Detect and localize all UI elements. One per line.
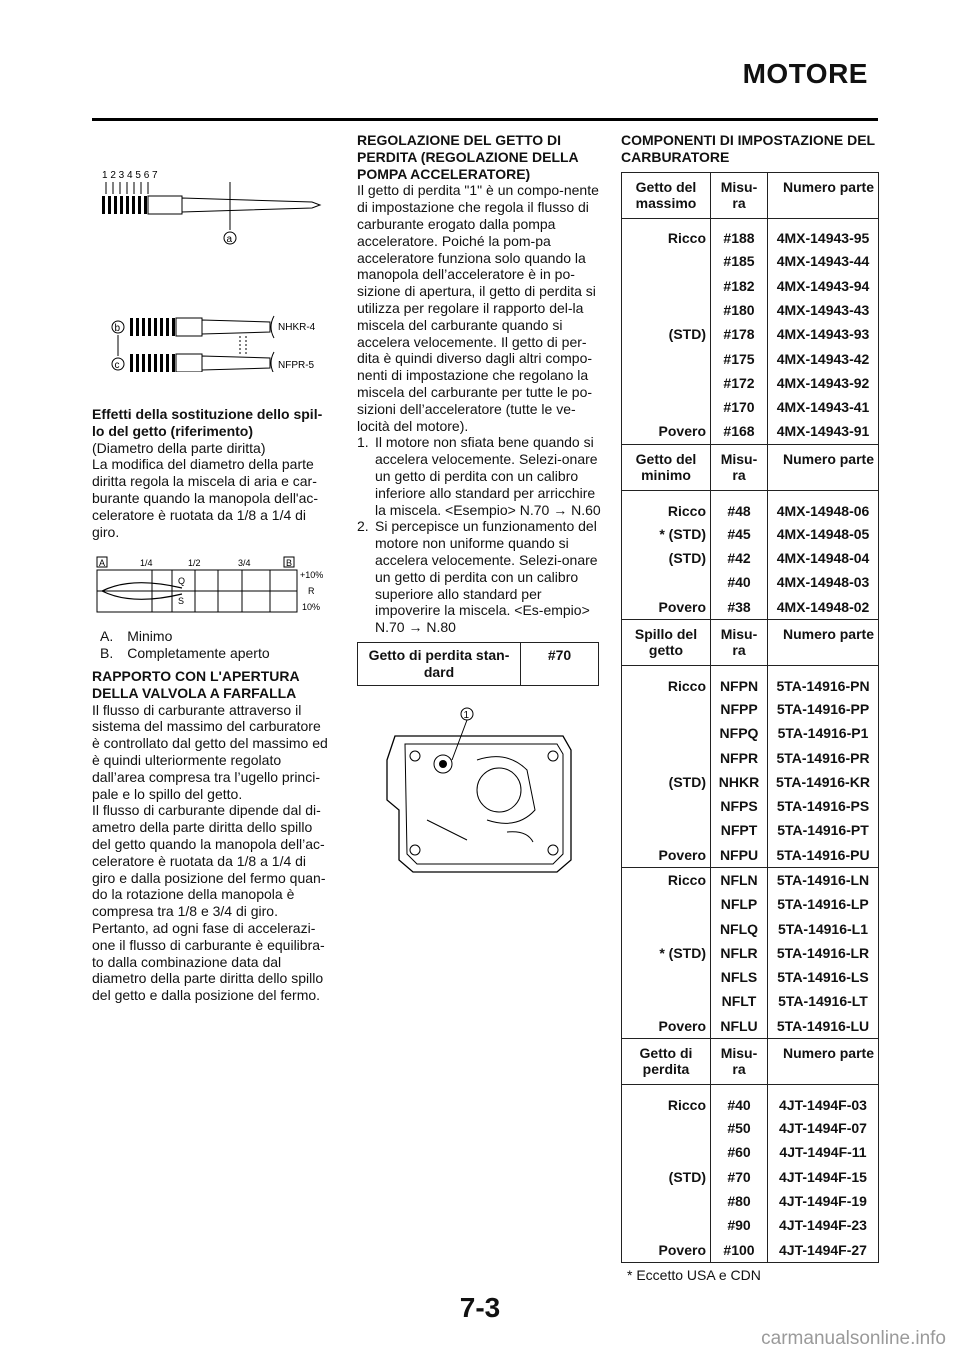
table-cell: #40 xyxy=(711,1085,768,1117)
needle-clip-numbers: 1 2 3 4 5 6 7 xyxy=(102,170,158,181)
table-cell: #70 xyxy=(711,1165,768,1189)
table-cell: (STD) xyxy=(622,1165,711,1189)
table-cell: 4JT-1494F-19 xyxy=(779,1192,867,1209)
header-cell: Misu-ra xyxy=(711,444,768,490)
label-a: a xyxy=(226,234,233,245)
table-cell: 5TA-14916-PU xyxy=(776,846,870,863)
table-cell xyxy=(622,1141,711,1165)
label-plus10: +10% xyxy=(300,570,324,581)
table-cell: (STD) xyxy=(622,770,711,794)
table-cell: #170 xyxy=(711,395,768,419)
table-row xyxy=(622,1116,879,1140)
table-cell: #45 xyxy=(711,522,768,546)
table-cell: 5TA-14916-LP xyxy=(777,896,869,913)
table-cell: 4MX-14948-05 xyxy=(776,525,870,542)
header-cell: Misu-ra xyxy=(711,172,768,218)
table-cell: Povero xyxy=(622,595,711,620)
carburetor-figure xyxy=(357,700,597,890)
list-item: 2. Si percepisce un funzionamento del motore non uniforme quando si accelera velocemente. Selezi-onare un getto di perdita con un calibro superiore allo standard per impoverire la miscela. <Es-empio> N.70 → N.80 xyxy=(357,518,598,636)
table-cell: NFPU xyxy=(711,843,768,868)
table-cell: NFPS xyxy=(711,794,768,818)
table-cell: Ricco xyxy=(622,868,711,893)
standard-leak-jet-label: Getto di perdita stan-dard xyxy=(358,642,521,685)
table-cell: #100 xyxy=(711,1238,768,1263)
tick-1-2: 1/2 xyxy=(188,558,201,569)
table-cell xyxy=(622,274,711,298)
table-row xyxy=(622,218,879,250)
table-cell: NFLN xyxy=(711,868,768,893)
label-A: A xyxy=(99,558,106,569)
table-cell xyxy=(622,819,711,843)
table-cell xyxy=(622,395,711,419)
column-left xyxy=(92,132,332,1004)
table-cell: #40 xyxy=(711,571,768,595)
table-cell: NFPP xyxy=(711,697,768,721)
jet-needle-figure xyxy=(92,132,332,372)
ordered-list xyxy=(357,434,605,636)
table-row xyxy=(622,395,879,419)
table-cell xyxy=(622,893,711,917)
label-minus10: 10% xyxy=(302,602,321,613)
table-cell: Ricco xyxy=(622,218,711,250)
label-Q: Q xyxy=(178,576,186,587)
table-cell: * (STD) xyxy=(622,522,711,546)
table-row xyxy=(622,298,879,322)
table-cell: * (STD) xyxy=(622,941,711,965)
leak-jet-body: Il getto di perdita "1" è un compo-nente di impostazione che regola il flusso di carburante erogato dalla pompa acceleratore. Poiché la pom-pa acceleratore funziona solo quando la manopola dell’acceleratore è in po-sizione di apertura, il getto di perdita si utilizza per regolare il rapporto del-la miscela del carburante quando si accelera velocemente. Il getto di per-dita è quindi diverso dagli altri compo-nenti di impostazione che regolano la miscela del carburante per tutte le po-sizioni dell’acceleratore (tutte le ve-locità del motore). xyxy=(357,182,599,434)
tick-1-4: 1/4 xyxy=(140,558,153,569)
table-cell: 4MX-14943-92 xyxy=(776,374,870,391)
table-cell: 4MX-14948-04 xyxy=(776,550,870,567)
table-row xyxy=(622,721,879,745)
components-title: COMPONENTI DI IMPOSTAZIONE DEL CARBURATORE xyxy=(621,132,875,165)
header-cell: Getto di perdita xyxy=(622,1039,711,1085)
components-table xyxy=(621,172,879,1264)
table-header-row xyxy=(622,444,879,490)
ratio-paragraph-1: Il flusso di carburante attraverso il sistema del massimo del carburatore è controllato dal getto del massimo ed è quindi ulteriormente regolato dall’area compresa tra l’ugello princi-pale e lo spillo del getto. xyxy=(92,701,328,802)
table-cell: 5TA-14916-PR xyxy=(776,749,870,766)
table-cell: NFPQ xyxy=(711,721,768,745)
table-cell xyxy=(622,1189,711,1213)
table-cell: #90 xyxy=(711,1214,768,1238)
table-cell xyxy=(622,1116,711,1140)
table-row xyxy=(622,420,879,445)
page-title: MOTORE xyxy=(742,58,868,89)
table-cell: NFPN xyxy=(711,666,768,698)
table-row xyxy=(622,1165,879,1189)
table-row xyxy=(622,371,879,395)
leak-jet-title: REGOLAZIONE DEL GETTO DI PERDITA (REGOLAZIONE DELLA POMPA ACCELERATORE) xyxy=(357,132,579,182)
table-cell xyxy=(622,371,711,395)
page-number: 7-3 xyxy=(459,1292,501,1323)
table-row xyxy=(622,770,879,794)
table-row xyxy=(622,546,879,570)
label-B: B xyxy=(286,558,293,569)
table-row xyxy=(622,595,879,620)
table-cell xyxy=(622,347,711,371)
table-row xyxy=(622,965,879,989)
table-row xyxy=(622,697,879,721)
table-row xyxy=(622,819,879,843)
table-cell: 5TA-14916-KR xyxy=(776,773,870,790)
table-row xyxy=(622,1238,879,1263)
table-row xyxy=(622,990,879,1014)
table-cell: NFPR xyxy=(711,746,768,770)
table-row xyxy=(622,322,879,346)
table-row xyxy=(622,843,879,868)
standard-leak-jet-value: #70 xyxy=(521,642,599,685)
table-cell xyxy=(622,794,711,818)
table-row xyxy=(622,571,879,595)
table-cell: 4MX-14943-93 xyxy=(776,326,870,343)
table-row xyxy=(622,893,879,917)
table-cell: 4JT-1494F-27 xyxy=(779,1241,867,1258)
table-row xyxy=(622,794,879,818)
table-cell: #185 xyxy=(711,250,768,274)
column-middle xyxy=(357,132,605,890)
label-c: c xyxy=(114,360,120,371)
tick-3-4: 3/4 xyxy=(238,558,251,569)
table-row xyxy=(622,522,879,546)
throttle-opening-figure xyxy=(92,552,332,618)
table-cell: 4MX-14943-44 xyxy=(776,253,870,270)
table-cell xyxy=(622,917,711,941)
watermark: carmanualsonline.info xyxy=(761,1328,946,1349)
table-cell: #48 xyxy=(711,490,768,522)
table-cell: Ricco xyxy=(622,1085,711,1117)
table-cell: #180 xyxy=(711,298,768,322)
header-cell: Numero parte xyxy=(768,620,879,666)
table-cell: 4JT-1494F-15 xyxy=(779,1168,867,1185)
table-cell: Povero xyxy=(622,1014,711,1039)
table-cell: Povero xyxy=(622,420,711,445)
table-cell: (STD) xyxy=(622,322,711,346)
table-cell: Ricco xyxy=(622,490,711,522)
table-cell: Ricco xyxy=(622,666,711,698)
table-cell xyxy=(622,298,711,322)
table-row xyxy=(622,666,879,698)
header-cell: Getto del minimo xyxy=(622,444,711,490)
table-cell: 4MX-14943-94 xyxy=(776,277,870,294)
table-cell: 4MX-14943-91 xyxy=(776,423,870,440)
table-cell: #168 xyxy=(711,420,768,445)
table-cell: 5TA-14916-LN xyxy=(768,868,879,893)
table-cell: 5TA-14916-PS xyxy=(776,798,870,815)
table-cell xyxy=(622,721,711,745)
table-cell: NFLS xyxy=(711,965,768,989)
table-cell: 4JT-1494F-11 xyxy=(779,1144,867,1161)
table-row xyxy=(622,274,879,298)
list-item: 1. Il motore non sfiata bene quando si accelera velocemente. Selezi-onare un getto di perdita con un calibro inferiore allo standard per arricchire la miscela. <Esempio> N.70 → N.60 xyxy=(357,434,601,518)
table-cell: #42 xyxy=(711,546,768,570)
table-cell: 4JT-1494F-03 xyxy=(779,1096,867,1113)
table-cell: 4MX-14948-03 xyxy=(776,574,870,591)
header-cell: Getto del massimo xyxy=(622,172,711,218)
table-cell: 5TA-14916-P1 xyxy=(777,725,869,742)
needle-nfpr-label: NFPR-5 xyxy=(278,360,315,371)
table-cell: 5TA-14916-LS xyxy=(777,969,869,986)
header-cell: Misu-ra xyxy=(711,1039,768,1085)
label-R: R xyxy=(308,586,315,597)
table-row xyxy=(622,1214,879,1238)
standard-leak-jet-table xyxy=(357,642,599,686)
table-cell: 4MX-14943-41 xyxy=(776,399,870,416)
table-row xyxy=(622,917,879,941)
table-header-row xyxy=(622,172,879,218)
table-row xyxy=(622,1189,879,1213)
table-cell: NFLR xyxy=(711,941,768,965)
table-row xyxy=(622,746,879,770)
effects-subtitle: (Diametro della parte diritta) xyxy=(92,439,266,456)
needle-nhkr-label: NHKR-4 xyxy=(278,322,316,333)
table-cell xyxy=(622,965,711,989)
header-cell: Numero parte xyxy=(768,172,879,218)
header-cell: Spillo del getto xyxy=(622,620,711,666)
table-row xyxy=(622,868,879,893)
table-cell: 5TA-14916-PP xyxy=(776,700,870,717)
table-row xyxy=(622,347,879,371)
table-row xyxy=(622,250,879,274)
table-cell: #50 xyxy=(711,1116,768,1140)
table-row xyxy=(622,941,879,965)
table-row xyxy=(622,1014,879,1039)
table-cell: 5TA-14916-LR xyxy=(776,944,870,961)
table-cell: #60 xyxy=(711,1141,768,1165)
table-cell: #172 xyxy=(711,371,768,395)
footnote: * Eccetto USA e CDN xyxy=(627,1267,761,1284)
table-cell: 5TA-14916-PT xyxy=(777,822,869,839)
table-cell: #38 xyxy=(711,595,768,620)
table-cell: #80 xyxy=(711,1189,768,1213)
column-right xyxy=(621,132,881,1284)
table-cell xyxy=(622,746,711,770)
table-cell: 5TA-14916-LT xyxy=(778,993,868,1010)
table-header-row xyxy=(622,620,879,666)
label-b: b xyxy=(114,323,121,334)
label-S: S xyxy=(178,596,185,607)
label-leak-jet-1: 1 xyxy=(463,709,470,721)
table-cell xyxy=(622,990,711,1014)
table-cell xyxy=(622,1214,711,1238)
ratio-paragraph-2: Il flusso di carburante dipende dal di-ametro della parte diritta dello spillo del getto quando la manopola dell’ac-celeratore è ruotata da 1/8 a 1/4 di giro e dalla posizione del fermo quan-do la rotazione della manopola è compresa tra 1/8 e 3/4 di giro. xyxy=(92,802,326,920)
ratio-paragraph-3: Pertanto, ad ogni fase di accelerazi-one il flusso di carburante è equilibra-to dalla combinazione data dal diametro della parte diritta dello spillo del getto e dalla posizione del fermo. xyxy=(92,919,325,1004)
header-divider xyxy=(92,118,878,121)
table-cell: #175 xyxy=(711,347,768,371)
table-row xyxy=(622,1085,879,1117)
table-header-row xyxy=(622,1039,879,1085)
caption-item: B. Completamente aperto xyxy=(100,645,270,662)
table-cell: NFLU xyxy=(711,1014,768,1039)
effects-title: Effetti della sostituzione dello spil-lo del getto (riferimento) xyxy=(92,406,323,439)
table-cell: NHKR xyxy=(711,770,768,794)
table-cell: (STD) xyxy=(622,546,711,570)
table-cell: 4JT-1494F-23 xyxy=(779,1217,867,1234)
table-cell: NFLP xyxy=(711,893,768,917)
table-cell: 4MX-14943-42 xyxy=(776,350,870,367)
table-cell: Povero xyxy=(622,843,711,868)
table-cell: #188 xyxy=(711,218,768,250)
table-cell: #182 xyxy=(711,274,768,298)
table-row xyxy=(622,490,879,522)
table-cell: #178 xyxy=(711,322,768,346)
table-cell: 4MX-14948-02 xyxy=(776,598,870,615)
table-cell xyxy=(622,571,711,595)
caption-item: A. Minimo xyxy=(100,628,173,645)
ratio-title: RAPPORTO CON L'APERTURA DELLA VALVOLA A FARFALLA xyxy=(92,667,300,701)
figure-captions xyxy=(92,628,332,662)
table-cell: 5TA-14916-L1 xyxy=(777,920,868,937)
table-cell: Povero xyxy=(622,1238,711,1263)
table-cell: 4MX-14943-95 xyxy=(776,230,870,247)
table-cell: 4MX-14948-06 xyxy=(776,502,870,519)
table-cell xyxy=(622,697,711,721)
table-cell: 4JT-1494F-07 xyxy=(779,1120,867,1137)
table-cell: NFLT xyxy=(711,990,768,1014)
header-cell: Numero parte xyxy=(768,444,879,490)
table-cell: 5TA-14916-PN xyxy=(776,677,870,694)
table-cell: 5TA-14916-LU xyxy=(776,1017,870,1034)
table-cell: NFPT xyxy=(711,819,768,843)
header-cell: Numero parte xyxy=(768,1039,879,1085)
effects-body: La modifica del diametro della parte diritta regola la miscela di aria e car-burante quando la manopola dell'ac-celeratore è ruotata da 1/8 a 1/4 di giro. xyxy=(92,456,319,540)
table-cell: 4MX-14943-43 xyxy=(776,301,870,318)
table-row xyxy=(622,1141,879,1165)
header-cell: Misu-ra xyxy=(711,620,768,666)
table-cell xyxy=(622,250,711,274)
table-cell: NFLQ xyxy=(711,917,768,941)
